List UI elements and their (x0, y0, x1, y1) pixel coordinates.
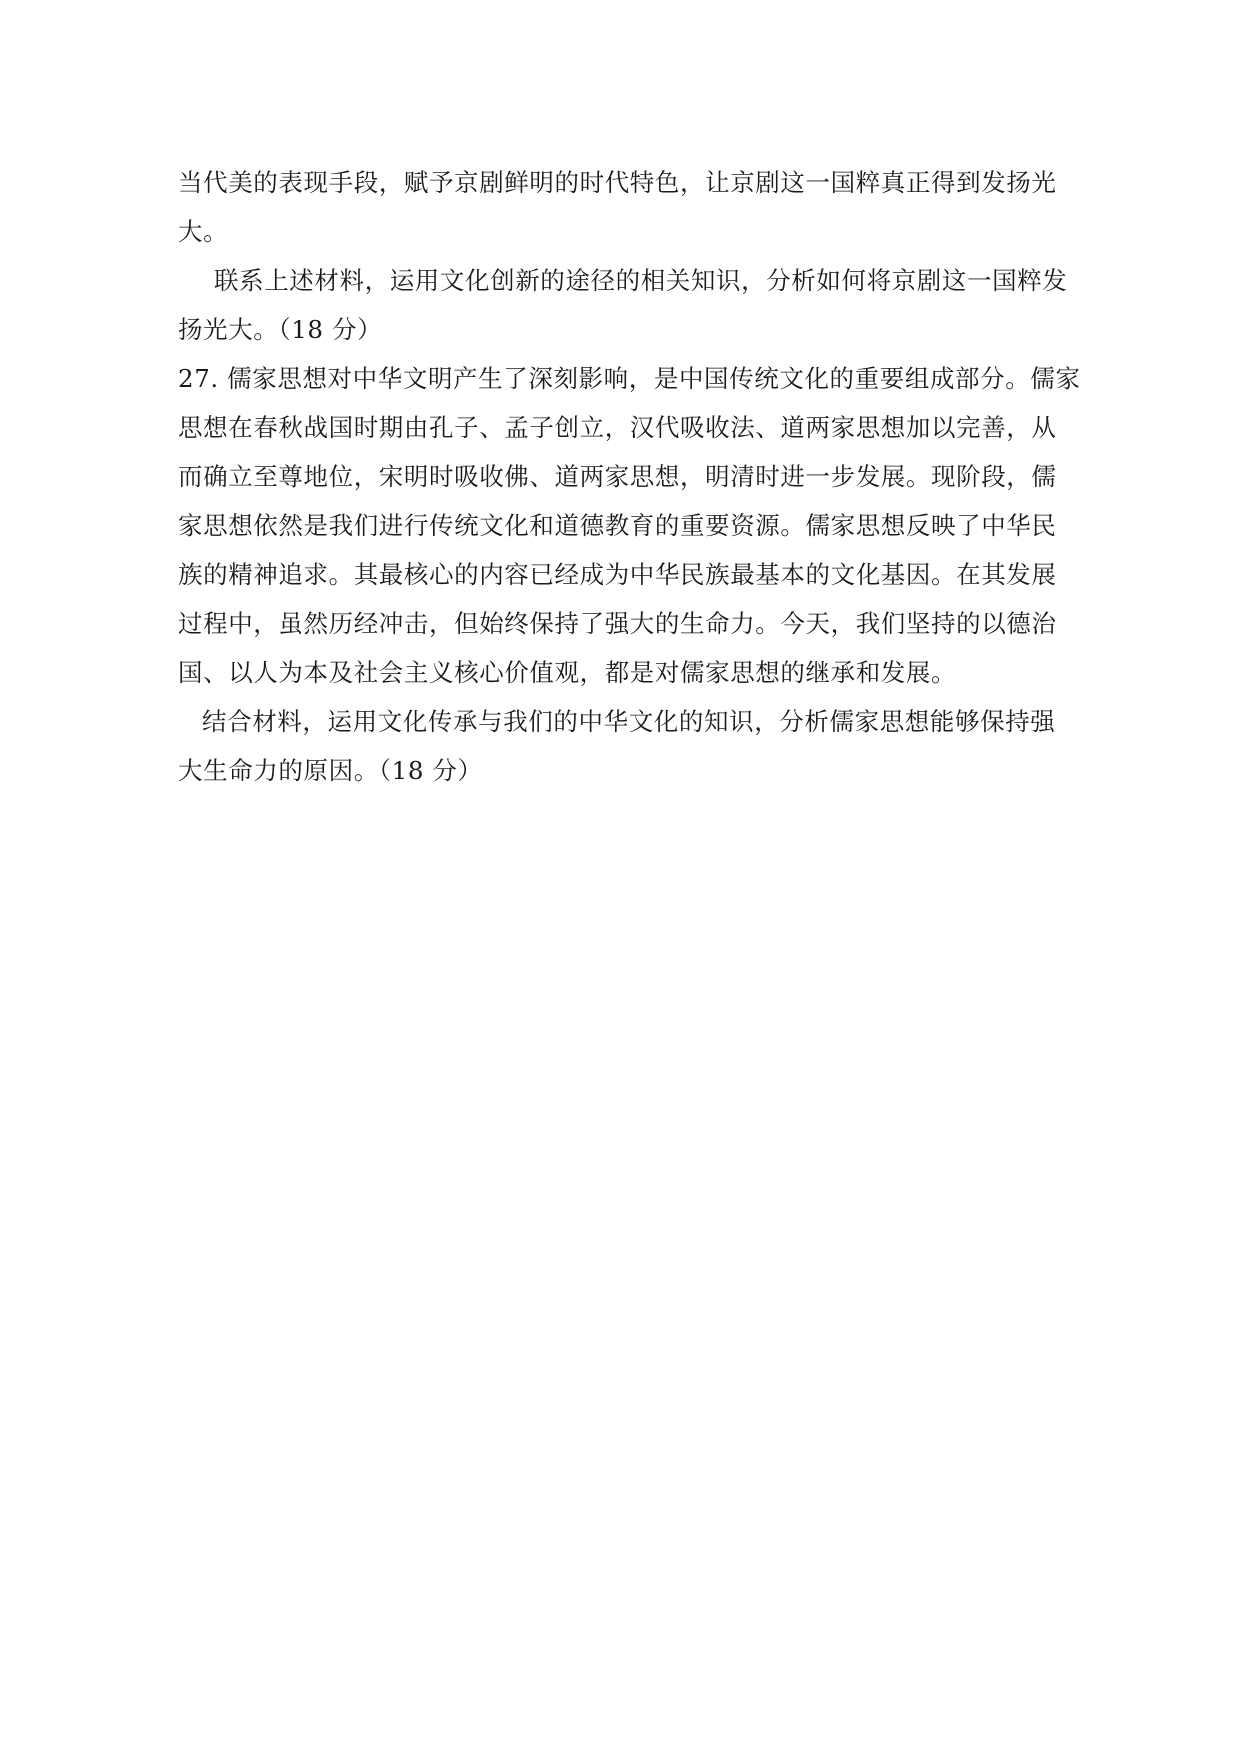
text-line: 大。 (178, 217, 229, 246)
question-prompt: 大生命力的原因。（18 分） (178, 756, 483, 785)
text-line: 思想在春秋战国时期由孔子、孟子创立，汉代吸收法、道两家思想加以完善，从 (178, 413, 1057, 442)
text-line: 过程中，虽然历经冲击，但始终保持了强大的生命力。今天，我们坚持的以德治 (178, 609, 1057, 638)
question-prompt: 扬光大。（18 分） (178, 315, 383, 344)
question-prompt: 联系上述材料，运用文化创新的途径的相关知识，分析如何将京剧这一国粹发 (214, 266, 1068, 295)
text-line: 族的精神追求。其最核心的内容已经成为中华民族最基本的文化基因。在其发展 (178, 560, 1057, 589)
text-line: 家思想依然是我们进行传统文化和道德教育的重要资源。儒家思想反映了中华民 (178, 511, 1057, 540)
text-line: 当代美的表现手段，赋予京剧鲜明的时代特色，让京剧这一国粹真正得到发扬光 (178, 168, 1057, 197)
document-text (178, 158, 1081, 795)
question-27-heading: 27. 儒家思想对中华文明产生了深刻影响，是中国传统文化的重要组成部分。儒家 (178, 364, 1081, 393)
question-prompt: 结合材料，运用文化传承与我们的中华文化的知识，分析儒家思想能够保持强 (202, 707, 1056, 736)
text-line: 国、以人为本及社会主义核心价值观，都是对儒家思想的继承和发展。 (178, 658, 957, 687)
text-line: 而确立至尊地位，宋明时吸收佛、道两家思想，明清时进一步发展。现阶段，儒 (178, 462, 1057, 491)
